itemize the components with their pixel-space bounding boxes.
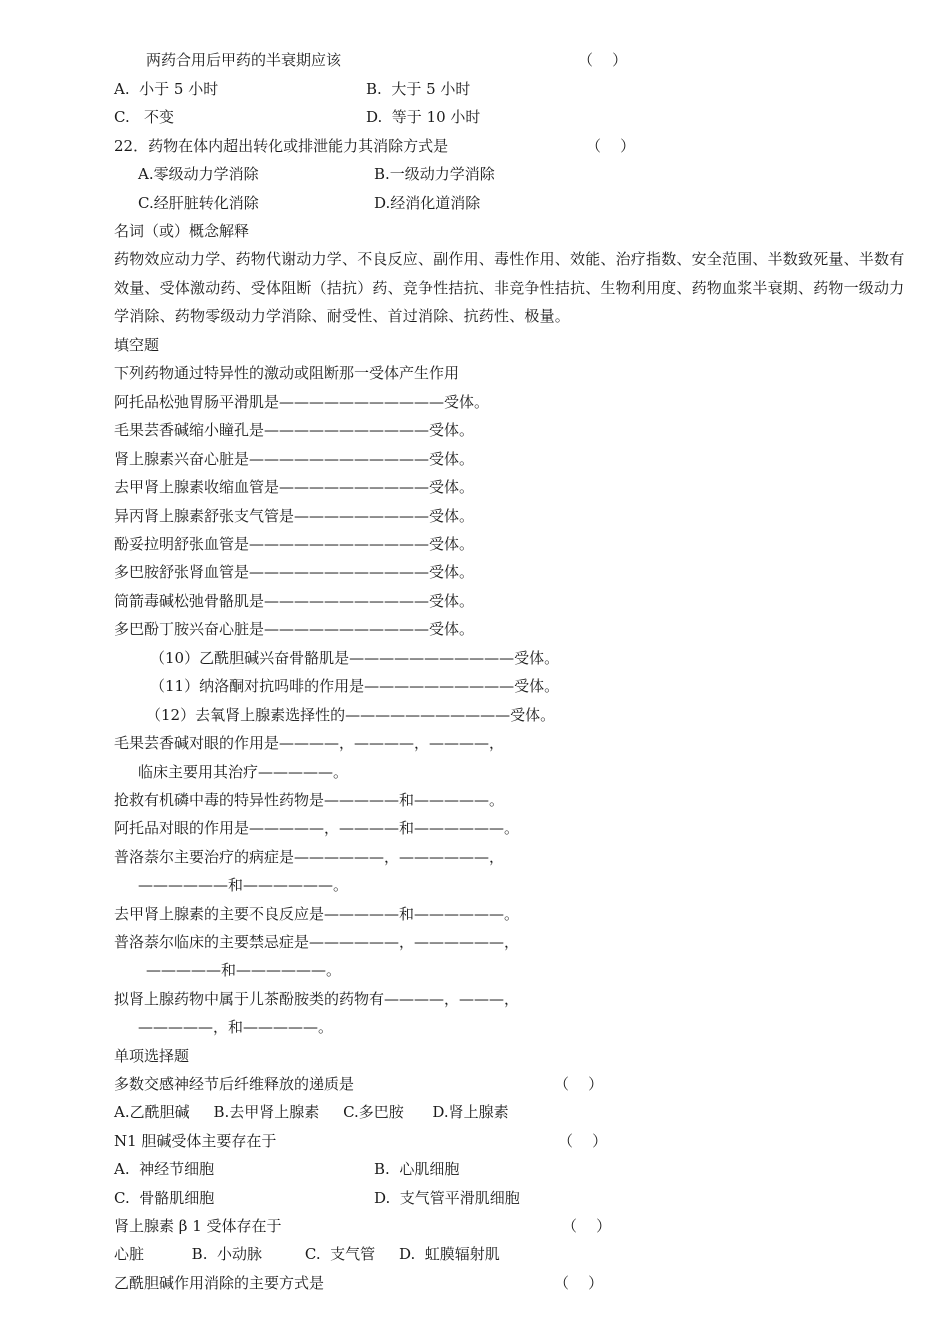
fill-item: 阿托品松弛胃肠平滑肌是———————————受体。 [114, 393, 490, 411]
fill-item: （11）纳洛酮对抗吗啡的作用是——————————受体。 [150, 677, 560, 695]
fill-question-cont: —————和——————。 [146, 961, 342, 979]
fill-intro: 下列药物通过特异性的激动或阻断那一受体产生作用 [114, 364, 460, 382]
section-heading: 填空题 [114, 336, 160, 354]
answer-paren: （ ） [554, 1075, 604, 1093]
fill-item: 筒箭毒碱松弛骨骼肌是———————————受体。 [114, 592, 475, 610]
fill-question-cont: 临床主要用其治疗—————。 [138, 763, 349, 781]
fill-item: （12）去氧肾上腺素选择性的———————————受体。 [146, 706, 556, 724]
fill-item: （10）乙酰胆碱兴奋骨骼肌是———————————受体。 [150, 649, 560, 667]
option-b: B. 大于 5 小时 [366, 80, 471, 98]
answer-paren: （ ） [562, 1217, 612, 1235]
question-stem: 乙酰胆碱作用消除的主要方式是 [114, 1274, 325, 1292]
fill-item: 肾上腺素兴奋心脏是————————————受体。 [114, 450, 475, 468]
answer-paren: （ ） [554, 1274, 604, 1292]
fill-item: 多巴酚丁胺兴奋心脏是———————————受体。 [114, 620, 475, 638]
fill-question: 普洛萘尔主要治疗的病症是——————，——————， [114, 848, 505, 866]
option-c: C. 骨骼肌细胞 [114, 1189, 215, 1207]
question-stem: 两药合用后甲药的半衰期应该 [146, 51, 342, 69]
section-heading: 单项选择题 [114, 1047, 190, 1065]
answer-paren: （ ） [586, 137, 636, 155]
option-a: A. 神经节细胞 [114, 1160, 215, 1178]
option-d: D. 等于 10 小时 [366, 108, 481, 126]
fill-item: 异丙肾上腺素舒张支气管是—————————受体。 [114, 507, 475, 525]
question-stem: 肾上腺素 β 1 受体存在于 [114, 1217, 282, 1235]
option-c: C. 不变 [114, 108, 175, 126]
answer-paren: （ ） [558, 1132, 608, 1150]
fill-question: 抢救有机磷中毒的特异性药物是—————和—————。 [114, 791, 505, 809]
option-a: A. 小于 5 小时 [114, 80, 219, 98]
terms-list: 药物效应动力学、药物代谢动力学、不良反应、副作用、毒性作用、效能、治疗指数、安全范围、半数致死量、半数有效量、受体激动药、受体阻断（拮抗）药、竞争性拮抗、非竞争性拮抗、生物利用度、药物血浆半衰期、药物一级动力学消除、药物零级动力学消除、耐受性、首过消除、抗药性、极量。 [114, 250, 905, 325]
fill-question: 拟肾上腺药物中属于儿茶酚胺类的药物有————，———， [114, 990, 520, 1008]
answer-paren: （ ） [578, 51, 628, 69]
fill-question: 阿托品对眼的作用是—————，————和——————。 [114, 819, 520, 837]
fill-question-cont: ——————和——————。 [138, 876, 349, 894]
fill-item: 去甲肾上腺素收缩血管是——————————受体。 [114, 478, 475, 496]
fill-item: 酚妥拉明舒张血管是————————————受体。 [114, 535, 475, 553]
fill-question-cont: —————，和—————。 [138, 1018, 334, 1036]
option-d: D.经消化道消除 [374, 194, 481, 212]
question-stem: N1 胆碱受体主要存在于 [114, 1132, 277, 1150]
option-row: 心脏 B. 小动脉 C. 支气管 D. 虹膜辐射肌 [114, 1245, 500, 1263]
fill-item: 多巴胺舒张肾血管是————————————受体。 [114, 563, 475, 581]
section-heading: 名词（或）概念解释 [114, 222, 250, 240]
option-row: A.乙酰胆碱 B.去甲肾上腺素 C.多巴胺 D.肾上腺素 [114, 1103, 509, 1121]
fill-question: 去甲肾上腺素的主要不良反应是—————和——————。 [114, 905, 520, 923]
fill-item: 毛果芸香碱缩小瞳孔是———————————受体。 [114, 421, 475, 439]
question-stem: 多数交感神经节后纤维释放的递质是 [114, 1075, 355, 1093]
option-b: B. 心肌细胞 [374, 1160, 460, 1178]
option-a: A.零级动力学消除 [138, 165, 259, 183]
question-stem: 22．药物在体内超出转化或排泄能力其消除方式是 [114, 137, 449, 155]
option-b: B.一级动力学消除 [374, 165, 495, 183]
option-c: C.经肝脏转化消除 [138, 194, 259, 212]
fill-question: 普洛萘尔临床的主要禁忌症是——————，——————， [114, 933, 520, 951]
option-d: D. 支气管平滑肌细胞 [374, 1189, 520, 1207]
fill-question: 毛果芸香碱对眼的作用是————，————，————， [114, 734, 505, 752]
